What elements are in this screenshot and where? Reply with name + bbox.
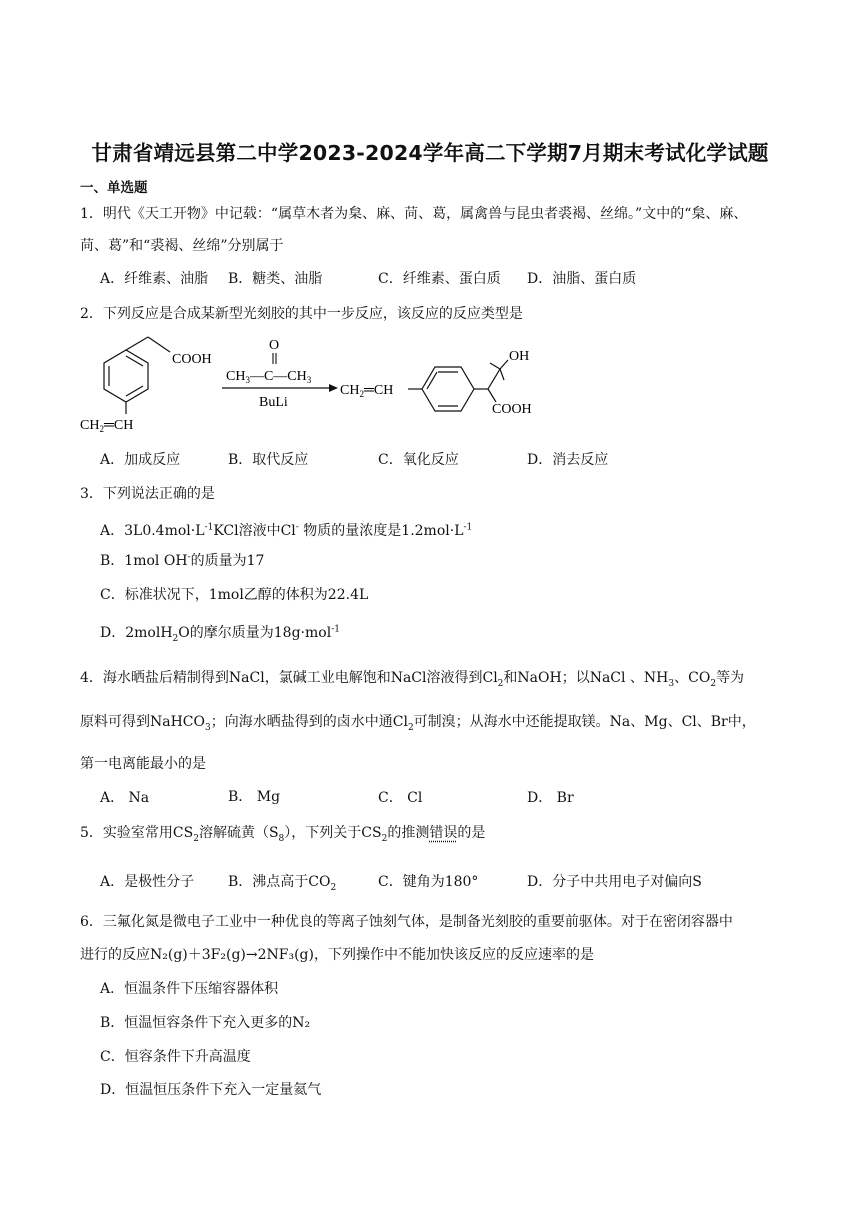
reaction-scheme (76, 332, 556, 438)
q3-option-a: A．$3L0.4mol\cdot L^{-1}KCl$溶液中Cl- 物质的量浓度是$1.2mol\cdot L^{-1}$ (100, 522, 473, 539)
q5-option-d: D．分子中共用电子对偏向S (527, 874, 702, 890)
section-heading: 一、单选题 (80, 180, 148, 196)
q5-stem: 5．实验室常用$CS_2$溶解硫黄$(S_8)$，下列关于$CS_2$的推测错误的是 (80, 825, 486, 844)
q1-option-d: D．油脂、蛋白质 (527, 271, 637, 287)
emphasis-mark: 错误 (429, 825, 458, 841)
q6-option-b: B．恒温恒容条件下充入更多的N₂ (100, 1015, 311, 1031)
q2-stem: 2．下列反应是合成某新型光刻胶的其中一步反应，该反应的反应类型是 (80, 306, 523, 322)
q5-option-b: B．沸点高于$CO_2$ (228, 874, 337, 893)
reactant-benzene-ring (104, 350, 148, 402)
reagent-acetone: $CH_3—C—CH_3$ (226, 369, 312, 385)
q2-option-d: D．消去反应 (527, 452, 609, 468)
arrow-head (329, 384, 338, 392)
product-bonds (474, 360, 508, 402)
q2-option-a: A．加成反应 (100, 452, 181, 468)
reagent-oxygen: O (269, 338, 280, 353)
q1-option-a: A．纤维素、油脂 (100, 271, 209, 287)
product-vinyl: $CH_2═CH$ (340, 383, 394, 399)
q4-stem-line3: 第一电离能最小的是 (80, 756, 206, 772)
q2-option-c: C．氧化反应 (378, 452, 459, 468)
q5-option-c: C．键角为180° (378, 874, 479, 890)
q6-option-c: C．恒容条件下升高温度 (100, 1049, 251, 1065)
q4-stem-line2: 原料可得到NaHCO$_3$；向海水晒盐得到的卤水中通$Cl_2$可制溴；从海水中还能提取镁。Na、Mg、Cl、Br中， (80, 714, 756, 733)
q4-option-d: D． Br (527, 790, 574, 806)
product-benzene-ring (422, 367, 474, 411)
q1-stem-line2: 苘、葛”和“裘褐、丝绵”分别属于 (80, 238, 284, 254)
product-oh: OH (509, 349, 530, 364)
q6-stem-line1: 6．三氟化氮是微电子工业中一种优良的等离子蚀刻气体，是制备光刻胶的重要前驱体。对于在密闭容器中 (80, 914, 733, 930)
q5-option-a: A．是极性分子 (100, 874, 195, 890)
q1-stem-line1: 1．明代《天工开物》中记载：“属草木者为枲、麻、苘、葛，属禽兽与昆虫者裘褐、丝绵。”文中的“枲、麻、 (80, 206, 748, 222)
page-title: 甘肃省靖远县第二中学2023-2024学年高二下学期7月期末考试化学试题 (91, 141, 769, 165)
q3-stem: 3．下列说法正确的是 (80, 486, 215, 502)
q4-option-b: B． Mg (228, 789, 281, 805)
reactant-cooh: COOH (172, 352, 212, 367)
reactant-ch2: $CH_2═CH$ (80, 418, 134, 434)
q4-stem-line1: 4．海水晒盐后精制得到NaCl，氯碱工业电解饱和NaCl溶液得到$Cl_2$和NaOH；以NaCl 、$NH_3$、$CO_2$等为 (80, 670, 745, 689)
q6-stem-line2: 进行的反应N₂(g)＋3F₂(g)→2NF₃(g)，下列操作中不能加快该反应的反应速率的是 (80, 947, 594, 963)
q6-option-a: A．恒温条件下压缩容器体积 (100, 981, 279, 997)
q6-option-d: D．恒温恒压条件下充入一定量氦气 (100, 1082, 322, 1098)
q4-option-a: A． Na (100, 790, 150, 806)
product-cooh: COOH (492, 402, 532, 417)
q3-option-d: D．2molH$_2$O的摩尔质量为18g·mol$^{-1}$ (100, 624, 340, 644)
q3-option-c: C．标准状况下，1mol乙醇的体积为22.4L (100, 587, 369, 603)
q1-option-c: C．纤维素、蛋白质 (378, 271, 501, 287)
q4-option-c: C． Cl (378, 790, 423, 806)
q2-option-b: B．取代反应 (228, 452, 309, 468)
reagent-buli: BuLi (259, 395, 288, 410)
q3-option-b: B．1mol OH-的质量为17 (100, 552, 265, 569)
q1-option-b: B．糖类、油脂 (228, 271, 323, 287)
